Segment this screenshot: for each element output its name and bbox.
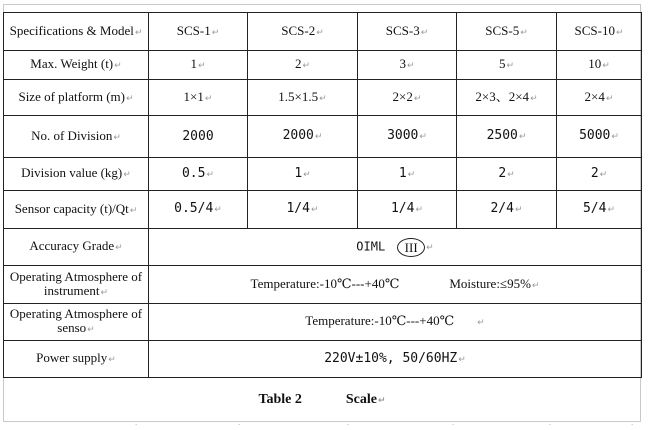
- value-cell: [457, 191, 557, 229]
- para-mark: ↵: [415, 205, 424, 215]
- para-mark: ↵: [599, 169, 608, 180]
- table-row-sensor-capacity: [4, 191, 642, 229]
- cell-value: 2×4: [584, 88, 605, 104]
- operating-sensor-value-cell: [149, 304, 642, 341]
- cell-end-mark: ·: [631, 421, 634, 429]
- para-mark: ↵: [129, 205, 138, 216]
- para-mark: ↵: [420, 27, 429, 38]
- value-cell: [457, 116, 557, 158]
- cell-end-mark: ·: [452, 421, 455, 429]
- para-mark: ↵: [113, 132, 121, 143]
- cell-value: 2×2: [392, 88, 413, 104]
- temperature-range: Temperature:-10℃---+40℃: [305, 313, 455, 328]
- value-cell: [358, 116, 457, 158]
- para-mark: ↵: [123, 170, 131, 180]
- row-label-cell: [4, 80, 149, 116]
- value-cell: [358, 51, 457, 80]
- row-label: No. of Division: [31, 127, 113, 143]
- table-row-operating-sensor: [4, 304, 642, 341]
- para-mark: ↵: [605, 93, 614, 104]
- row-label: Size of platform (m): [18, 88, 125, 104]
- cell-value: 2: [294, 56, 302, 71]
- cell-value: 0.5/4: [174, 201, 214, 216]
- cell-value: 2: [590, 165, 599, 181]
- para-mark: ↵: [413, 93, 422, 104]
- cell-value: 2: [498, 165, 507, 181]
- operating-instrument-value-cell: [149, 266, 642, 304]
- value-cell: [248, 116, 358, 158]
- table-row-divisions: [4, 116, 642, 158]
- para-mark: ↵: [406, 61, 415, 71]
- para-mark: ↵: [87, 325, 95, 335]
- row-label-cell: [4, 51, 149, 80]
- value-cell: [557, 158, 642, 191]
- para-mark: ↵: [314, 132, 323, 142]
- para-mark: ↵: [518, 132, 527, 142]
- para-mark: ↵: [520, 27, 528, 38]
- accuracy-grade-badge: III: [397, 238, 425, 257]
- cell-value: 5: [498, 56, 506, 71]
- cell-end-mark: ·: [549, 421, 552, 429]
- row-label: Max. Weight (t): [30, 56, 114, 71]
- temperature-range: Temperature:-10℃---+40℃: [250, 275, 400, 291]
- row-label-cell: [4, 341, 149, 378]
- cell-value: 10: [588, 56, 602, 71]
- row-label: Power supply: [36, 350, 108, 365]
- table-row-max-weight: [4, 51, 642, 80]
- para-mark: ↵: [310, 205, 319, 215]
- cell-value: 1/4: [286, 201, 310, 216]
- value-cell: [248, 191, 358, 229]
- value-cell: [358, 80, 457, 116]
- row-label-cell: [4, 266, 149, 304]
- cell-value: 5/4: [582, 201, 607, 216]
- para-mark: ↵: [477, 318, 485, 328]
- value-cell: [557, 51, 642, 80]
- row-label: Operating Atmosphere of senso: [9, 306, 143, 335]
- para-mark: ↵: [407, 169, 416, 180]
- row-label-cell: [4, 304, 149, 341]
- para-mark: ↵: [108, 355, 116, 365]
- model-cell: [358, 13, 457, 51]
- value-cell: [149, 116, 248, 158]
- value-cell: [457, 158, 557, 191]
- cell-end-mark: ·: [347, 421, 350, 429]
- oiml-standard: OIML: [356, 238, 386, 253]
- row-label: Sensor capacity (t)/Qt: [14, 200, 129, 216]
- value-cell: [557, 116, 642, 158]
- footer-cell-marks: [0, 423, 650, 430]
- cell-value: 2/4: [490, 201, 514, 216]
- model-cell: [248, 13, 358, 51]
- value-cell: [557, 80, 642, 116]
- table-row-division-value: [4, 158, 642, 191]
- value-cell: [149, 80, 248, 116]
- table-row-platform-size: [4, 80, 642, 116]
- value-cell: [557, 191, 642, 229]
- model-name: SCS-10: [574, 22, 615, 38]
- power-value-cell: [149, 341, 642, 378]
- model-name: SCS-3: [385, 22, 420, 38]
- model-name: SCS-2: [281, 22, 316, 38]
- row-label: Operating Atmosphere of instrument: [9, 268, 143, 298]
- para-mark: ↵: [426, 242, 434, 253]
- cell-value: 2000: [282, 128, 314, 143]
- para-mark: ↵: [125, 93, 134, 104]
- row-label: Division value (kg): [21, 165, 123, 180]
- para-mark: ↵: [531, 280, 540, 291]
- para-mark: ↵: [615, 27, 624, 38]
- table-caption: [3, 392, 641, 408]
- row-label: Accuracy Grade: [29, 238, 115, 253]
- model-cell: [557, 13, 642, 51]
- cell-value: 2×3、2×4: [475, 88, 530, 104]
- para-mark: ↵: [214, 205, 222, 215]
- para-mark: ↵: [204, 93, 213, 104]
- cell-value: 5000: [579, 128, 611, 143]
- header-label: Specifications & Model: [9, 22, 134, 38]
- para-mark: ↵: [211, 27, 220, 38]
- value-cell: [248, 80, 358, 116]
- value-cell: [457, 51, 557, 80]
- cell-value: 1: [294, 165, 303, 181]
- model-cell: [457, 13, 557, 51]
- value-cell: [358, 191, 457, 229]
- cell-value: 3: [399, 56, 406, 71]
- value-cell: [248, 51, 358, 80]
- cell-value: 1.5×1.5: [278, 88, 319, 104]
- value-cell: [358, 158, 457, 191]
- model-cell: [149, 13, 248, 51]
- cell-value: 0.5: [181, 165, 206, 181]
- table-row-accuracy: [4, 229, 642, 266]
- value-cell: [248, 158, 358, 191]
- cell-value: 3000: [387, 128, 419, 143]
- table-row-power-supply: [4, 341, 642, 378]
- para-mark: ↵: [506, 61, 515, 71]
- para-mark: ↵: [100, 287, 109, 298]
- para-mark: ↵: [607, 205, 616, 215]
- para-mark: ↵: [319, 93, 327, 104]
- table-row-operating-instrument: [4, 266, 642, 304]
- model-name: SCS-5: [485, 22, 520, 38]
- para-mark: ↵: [530, 93, 538, 104]
- value-cell: [149, 51, 248, 80]
- cell-value: 1/4: [390, 201, 415, 216]
- para-mark: ↵: [303, 169, 311, 180]
- para-mark: ↵: [114, 61, 122, 71]
- row-label-cell: [4, 229, 149, 266]
- cell-value: 1: [190, 56, 197, 71]
- para-mark: ↵: [134, 27, 143, 38]
- para-mark: ↵: [197, 61, 206, 71]
- caption-title: Scale: [345, 392, 377, 407]
- value-cell: [149, 158, 248, 191]
- para-mark: ↵: [602, 61, 610, 71]
- cell-value: 2000: [182, 128, 214, 144]
- value-cell: [149, 191, 248, 229]
- accuracy-value-cell: [149, 229, 642, 266]
- para-mark: ↵: [514, 205, 523, 215]
- row-label-cell: [4, 191, 149, 229]
- caption-table-number: Table 2: [258, 392, 302, 407]
- value-cell: [457, 80, 557, 116]
- para-mark: ↵: [378, 396, 386, 406]
- cell-value: 1×1: [183, 88, 204, 104]
- row-label-cell: [4, 158, 149, 191]
- row-label-cell: [4, 116, 149, 158]
- para-mark: ↵: [115, 243, 123, 253]
- para-mark: ↵: [507, 169, 515, 180]
- para-mark: ↵: [316, 27, 324, 38]
- para-mark: ↵: [419, 132, 427, 142]
- para-mark: ↵: [611, 132, 619, 142]
- para-mark: ↵: [302, 61, 311, 71]
- model-name: SCS-1: [176, 22, 211, 38]
- cell-end-mark: ·: [238, 421, 241, 429]
- header-label-cell: [4, 13, 149, 51]
- moisture-limit: Moisture:≤95%: [449, 275, 531, 291]
- cell-value: 1: [398, 165, 407, 181]
- spec-table: [3, 12, 642, 378]
- table-row-header: [4, 13, 642, 51]
- cell-end-mark: ·: [135, 421, 138, 429]
- power-value: 220V±10%, 50/60HZ: [324, 350, 458, 366]
- para-mark: ↵: [206, 169, 215, 180]
- cell-value: 2500: [486, 128, 518, 143]
- para-mark: ↵: [458, 354, 466, 365]
